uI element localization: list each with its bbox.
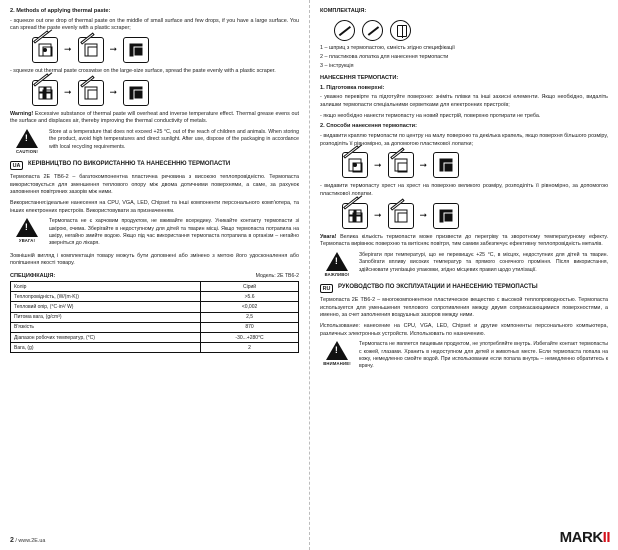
ua-paragraph-3: Зовнішній вигляд і комплектація товару можуть бути доповнені або змінено з метою його удосконалення або поліпшення якості товару. xyxy=(10,252,299,267)
manual-icon xyxy=(390,20,411,41)
ru-section-header xyxy=(320,284,608,293)
ru-paragraph-2: Использование: нанесение на CPU, VGA, LED, Chipset и другие компоненты персонального компьютера, различных электронных устройств. Использовать по назначению. xyxy=(320,322,608,337)
list-item: 1 – шприц з термопастою, ємність згідно специфікації xyxy=(320,44,455,51)
caution-text: Store at a temperature that does not exceed +25 °C, out of the reach of children and animals. When storing the product, avoid high temperatures and direct sunlight. After use, dispose of the packaging in accordance with local recycling requirements. xyxy=(49,128,299,150)
table-row xyxy=(11,302,299,312)
diagram-drop-method xyxy=(10,37,299,63)
spec-name: Діапазон робочих температур, (°С) xyxy=(11,333,201,343)
warning-triangle-icon xyxy=(16,129,38,148)
diagram-drop-method-ua xyxy=(320,152,608,178)
apply-step1-title: 1. Підготовка поверхні: xyxy=(320,84,385,91)
apply-step1-p1: - уважно перевірте та підготуйте поверхню: зніміть плівки та інші захисні елементи. Якщо необхідно, видаліть залишки термопасти спеціальними серветками для електронних пристроїв; xyxy=(320,94,608,108)
brand-suffix: II xyxy=(602,529,610,546)
spec-name: Теплопровідність, (W/(m·K)) xyxy=(11,292,201,302)
spec-value: 2 xyxy=(201,343,299,353)
spec-title: СПЕЦИФІКАЦІЯ: xyxy=(10,273,56,280)
warning-triangle-icon xyxy=(16,218,38,237)
apply-step2-p2: - видавити термопасту хрест на хрест на поверхню великого розміру, розподіліть її рівномірно, за допомогою пластикової лопатки. xyxy=(320,183,608,197)
section-2-paragraph-1: - squeeze out one drop of thermal paste on the middle of small surface and few drops, if you have a large surface. You can spread the paste evenly with a plastic scraper; xyxy=(10,17,299,32)
caution-caption: CAUTION! xyxy=(15,148,39,154)
spec-model: Модель: 2Е ТВ6-2 xyxy=(255,273,299,280)
page-number: 2 xyxy=(10,537,14,544)
spec-value: <0,002 xyxy=(201,302,299,312)
spatula-icon xyxy=(362,20,383,41)
caution-icon-group xyxy=(10,129,44,154)
ua-paragraph-1: Термопаста 2Е ТВ6-2 – багатокомпонентна пластична речовина з високою теплопровідністю. Термопаста використовується для зменшення теплового опору між двома дотичними поверхнями, а саме, за рахунок заповнення повітряних зазорів між ними. xyxy=(10,173,299,196)
ua-note-icon-group xyxy=(10,218,44,243)
spec-name: Колір xyxy=(11,282,201,292)
arrow-right-icon: ➞ xyxy=(109,87,118,98)
ua-section-header xyxy=(10,161,299,170)
specification-table xyxy=(10,281,299,353)
table-row xyxy=(11,312,299,322)
spatula-spread-icon xyxy=(78,37,104,63)
right-column xyxy=(309,0,618,550)
table-row xyxy=(11,333,299,343)
chip-covered-icon xyxy=(123,80,149,106)
section-2-paragraph-2: - squeeze out thermal paste crosswise on the large-size surface, spread the paste evenly with a plastic scraper. xyxy=(10,67,276,74)
apply-step1-p2: - якщо необхідно нанести термопасту на новий пристрій, поверхню протирати не треба. xyxy=(320,112,541,119)
list-item: 2 – пластикова лопатка для нанесення термопасти xyxy=(320,53,449,60)
lang-badge-ua: UA xyxy=(10,161,23,170)
chip-covered-icon xyxy=(123,37,149,63)
chip-covered-icon xyxy=(433,152,459,178)
spatula-spread-icon xyxy=(388,152,414,178)
syringe-cross-icon xyxy=(32,80,58,106)
caution-block xyxy=(10,129,299,154)
ru-note-text: Термопаста не является пищевым продуктом, не употребляйте внутрь. Избегайте контакт термопасты с кожей, глазами. Хранить в недоступном для детей и животных месте. Если термопаста попала на кожу, немедленно смойте водой. При использовании если попала внутрь – немедленно обратитесь к врачу. xyxy=(359,341,608,370)
ua-note-block xyxy=(10,218,299,248)
diagram-crosswise-method-ua xyxy=(320,203,608,229)
arrow-right-icon: ➞ xyxy=(419,210,428,221)
important-caption: ВАЖЛИВО! xyxy=(324,271,350,277)
warning-triangle-icon xyxy=(326,341,348,360)
table-row xyxy=(11,292,299,302)
list-item: 3 – інструкція xyxy=(320,62,354,69)
warning-text: Excessive substance of thermal paste will overheat and inverse temperature effect. Thermal grease evens out the surface and displaces air, thereby improving the thermal conductivity of metals. xyxy=(10,110,299,125)
syringe-cross-icon xyxy=(342,203,368,229)
syringe-drop-icon xyxy=(32,37,58,63)
spec-value: >5.6 xyxy=(201,292,299,302)
kit-icons xyxy=(334,20,608,41)
ru-note-block xyxy=(320,341,608,371)
arrow-right-icon: ➞ xyxy=(374,159,382,170)
spec-name: Вага, (g) xyxy=(11,343,201,353)
spec-name: Тепловий опір, (°C·in²/ W) xyxy=(11,302,201,312)
spatula-spread-icon xyxy=(78,80,104,106)
apply-title: НАНЕСЕННЯ ТЕРМОПАСТИ: xyxy=(320,75,399,82)
ru-note-icon-group xyxy=(320,341,354,366)
important-block xyxy=(320,252,608,277)
ru-note-caption: ВНИМАНИЕ! xyxy=(323,361,351,367)
page-footer xyxy=(10,537,45,544)
arrow-right-icon: ➞ xyxy=(64,87,72,98)
attention-paragraph xyxy=(320,234,608,249)
ua-paragraph-2: Використання:ідеальне нанесення на CPU, VGA, LED, Chipset та інші компоненти персонального комп'ютера, та інших електронних пристроїв. Використовувати за призначенням. xyxy=(10,199,299,214)
arrow-right-icon: ➞ xyxy=(109,44,118,55)
ru-section-title: РУКОВОДСТВО ПО ЭКСПЛУАТАЦИИ И НАНЕСЕНИЮ ТЕРМОПАСТЫ xyxy=(338,283,538,290)
ru-paragraph-1: Термопаста 2Е ТВ6-2 – многокомпонентное пластическое вещество с высокой теплопроводностью. Термопаста используется для уменьшения теплового сопротивления между двумя соприкасающимися поверхностями, а именно, за счет заполнения воздушных зазоров между ними. xyxy=(320,296,608,319)
arrow-right-icon: ➞ xyxy=(419,159,428,170)
important-icon-group xyxy=(320,252,354,277)
kit-title: КОМПЛЕКТАЦІЯ: xyxy=(320,8,367,14)
apply-step2-p1: - видавити краплю термопасти по центру на малу поверхню та декілька крапель, якщо поверхня більшого розміру, розподіліть її рівномірно, за допомогою пластикової лопатки; xyxy=(320,132,608,147)
spatula-spread-icon xyxy=(388,203,414,229)
syringe-drop-icon xyxy=(342,152,368,178)
warning-label: Warning! xyxy=(10,110,34,117)
chip-covered-icon xyxy=(433,203,459,229)
footer-url: / www.2E.ua xyxy=(15,538,46,544)
spec-value: 870 xyxy=(201,322,299,332)
arrow-right-icon: ➞ xyxy=(374,210,382,221)
attention-text: Велика кількість термопасти може призвести до перегріву та зворотному температурному ефекту. Термопаста вирівнює поверхню та витісняє повітря, тим самим забезпечує ефективну теплопровідність металів. xyxy=(320,233,609,248)
spec-name: В'язкість xyxy=(11,322,201,332)
ua-note-text: Термопаста не є харчовим продуктом, не вживайте всередину. Уникайте контакту термопасти зі шкірою, очима. Зберігайте в недоступному для дітей та тварин місці. Якщо термопаста потрапила на шкіру, негайно змийте водою. Якщо під час використання термопаста потрапила в організм – негайно зверніться до лікаря. xyxy=(49,218,299,247)
arrow-right-icon: ➞ xyxy=(64,44,72,55)
spec-name: Питома вага, (g/cm³) xyxy=(11,312,201,322)
table-row xyxy=(11,282,299,292)
table-row xyxy=(11,343,299,353)
diagram-crosswise-method xyxy=(10,80,299,106)
attention-label: Увага! xyxy=(320,233,337,240)
brand-logo xyxy=(560,530,610,545)
section-2-title: 2. Methods of applying thermal paste: xyxy=(10,8,111,14)
ua-section-title: КЕРІВНИЦТВО ПО ВИКОРИСТАННЮ ТА НАНЕСЕННЮ ТЕРМОПАСТИ xyxy=(28,160,231,167)
spec-value: Сірий xyxy=(201,282,299,292)
lang-badge-ru: RU xyxy=(320,284,333,293)
spec-header xyxy=(10,273,299,279)
spec-value: -30...+280°С xyxy=(201,333,299,343)
warning-triangle-icon xyxy=(326,252,348,271)
important-text: Зберігати при температурі, що не перевищує +25 °С, в місцях, недоступних для дітей та тварин. Запобігати впливу високих температур та прямого сонячного проміння. Після використання, здійснювати утилізацію упаковки, згідно місцевих правил щодо утилізації. xyxy=(359,251,608,273)
table-row xyxy=(11,322,299,332)
ua-note-caption: УВАГА! xyxy=(18,238,36,244)
syringe-icon xyxy=(334,20,355,41)
spec-value: 2,5 xyxy=(201,312,299,322)
apply-step2-title: 2. Способи нанесення термопасти: xyxy=(320,123,417,130)
kit-list xyxy=(320,45,608,71)
warning-paragraph xyxy=(10,111,299,126)
brand-name: MARK xyxy=(559,529,603,546)
